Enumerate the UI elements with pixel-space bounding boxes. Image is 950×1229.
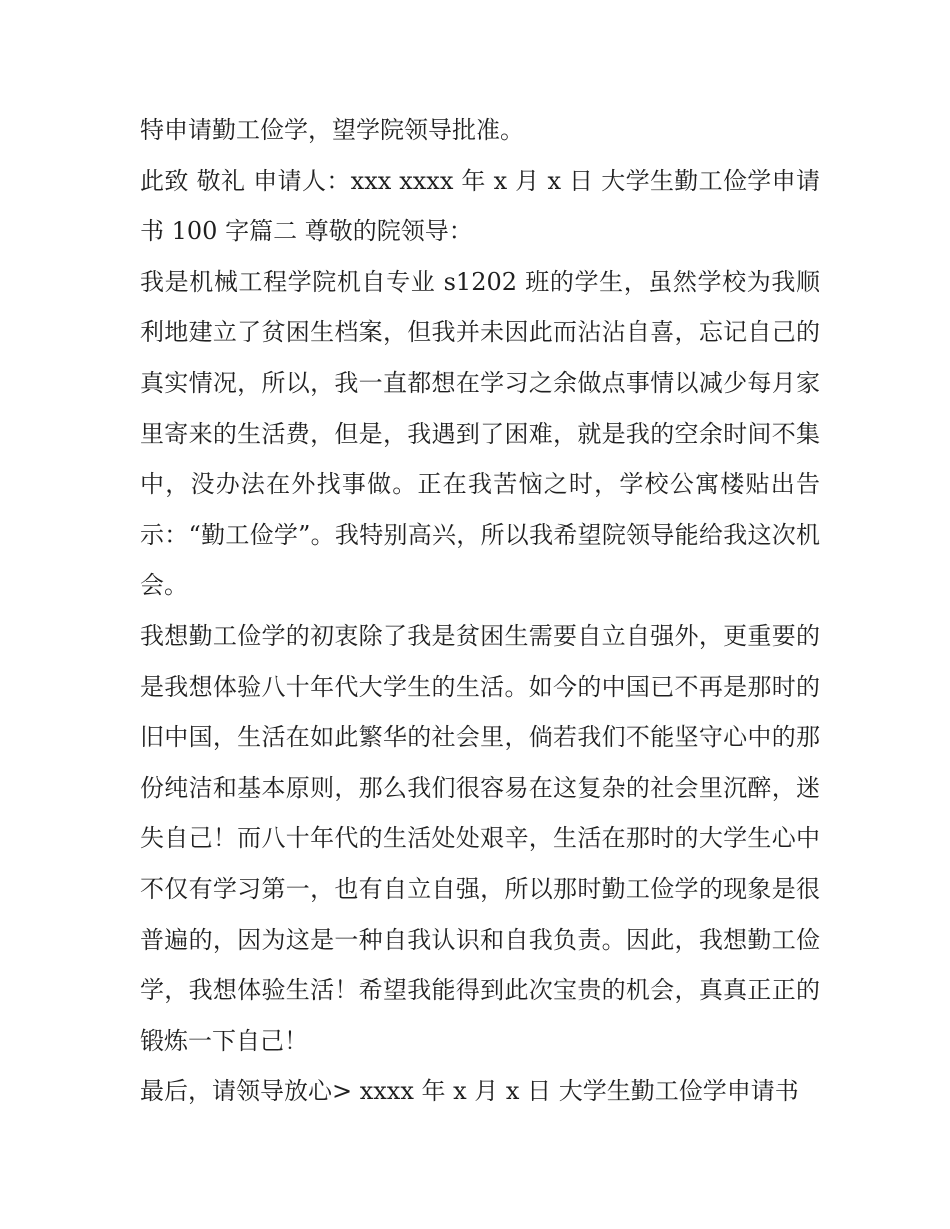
- paragraph-final: 最后，请领导放心> xxxx 年 x 月 x 日 大学生勤工俭学申请书: [140, 1077, 799, 1106]
- document-body: [140, 105, 820, 1117]
- paragraph-signature-heading: 此致 敬礼 申请人：xxx xxxx 年 x 月 x 日 大学生勤工俭学申请书 100 字篇二 尊敬的院领导：: [140, 166, 820, 246]
- paragraph-motivation: 我想勤工俭学的初衷除了我是贫困生需要自立自强外，更重要的是我想体验八十年代大学生的生活。如今的中国已不再是那时的旧中国，生活在如此繁华的社会里，倘若我们不能坚守心中的那份纯洁和基本原则，那么我们很容易在这复杂的社会里沉醉，迷失自己！而八十年代的生活处处艰辛，生活在那时的大学生心中不仅有学习第一，也有自立自强，所以那时勤工俭学的现象是很普遍的，因为这是一种自我认识和自我负责。因此，我想勤工俭学，我想体验生活！希望我能得到此次宝贵的机会，真真正正的锻炼一下自己！: [140, 621, 820, 1055]
- paragraph-introduction: 我是机械工程学院机自专业 s1202 班的学生，虽然学校为我顺利地建立了贫困生档案，但我并未因此而沾沾自喜，忘记自己的真实情况，所以，我一直都想在学习之余做点事情以减少每月家里寄来的生活费，但是，我遇到了困难，就是我的空余时间不集中，没办法在外找事做。正在我苦恼之时，学校公寓楼贴出告示：“勤工俭学”。我特别高兴，所以我希望院领导能给我这次机会。: [140, 267, 820, 600]
- paragraph-closing-request: 特申请勤工俭学，望学院领导批准。: [140, 116, 524, 144]
